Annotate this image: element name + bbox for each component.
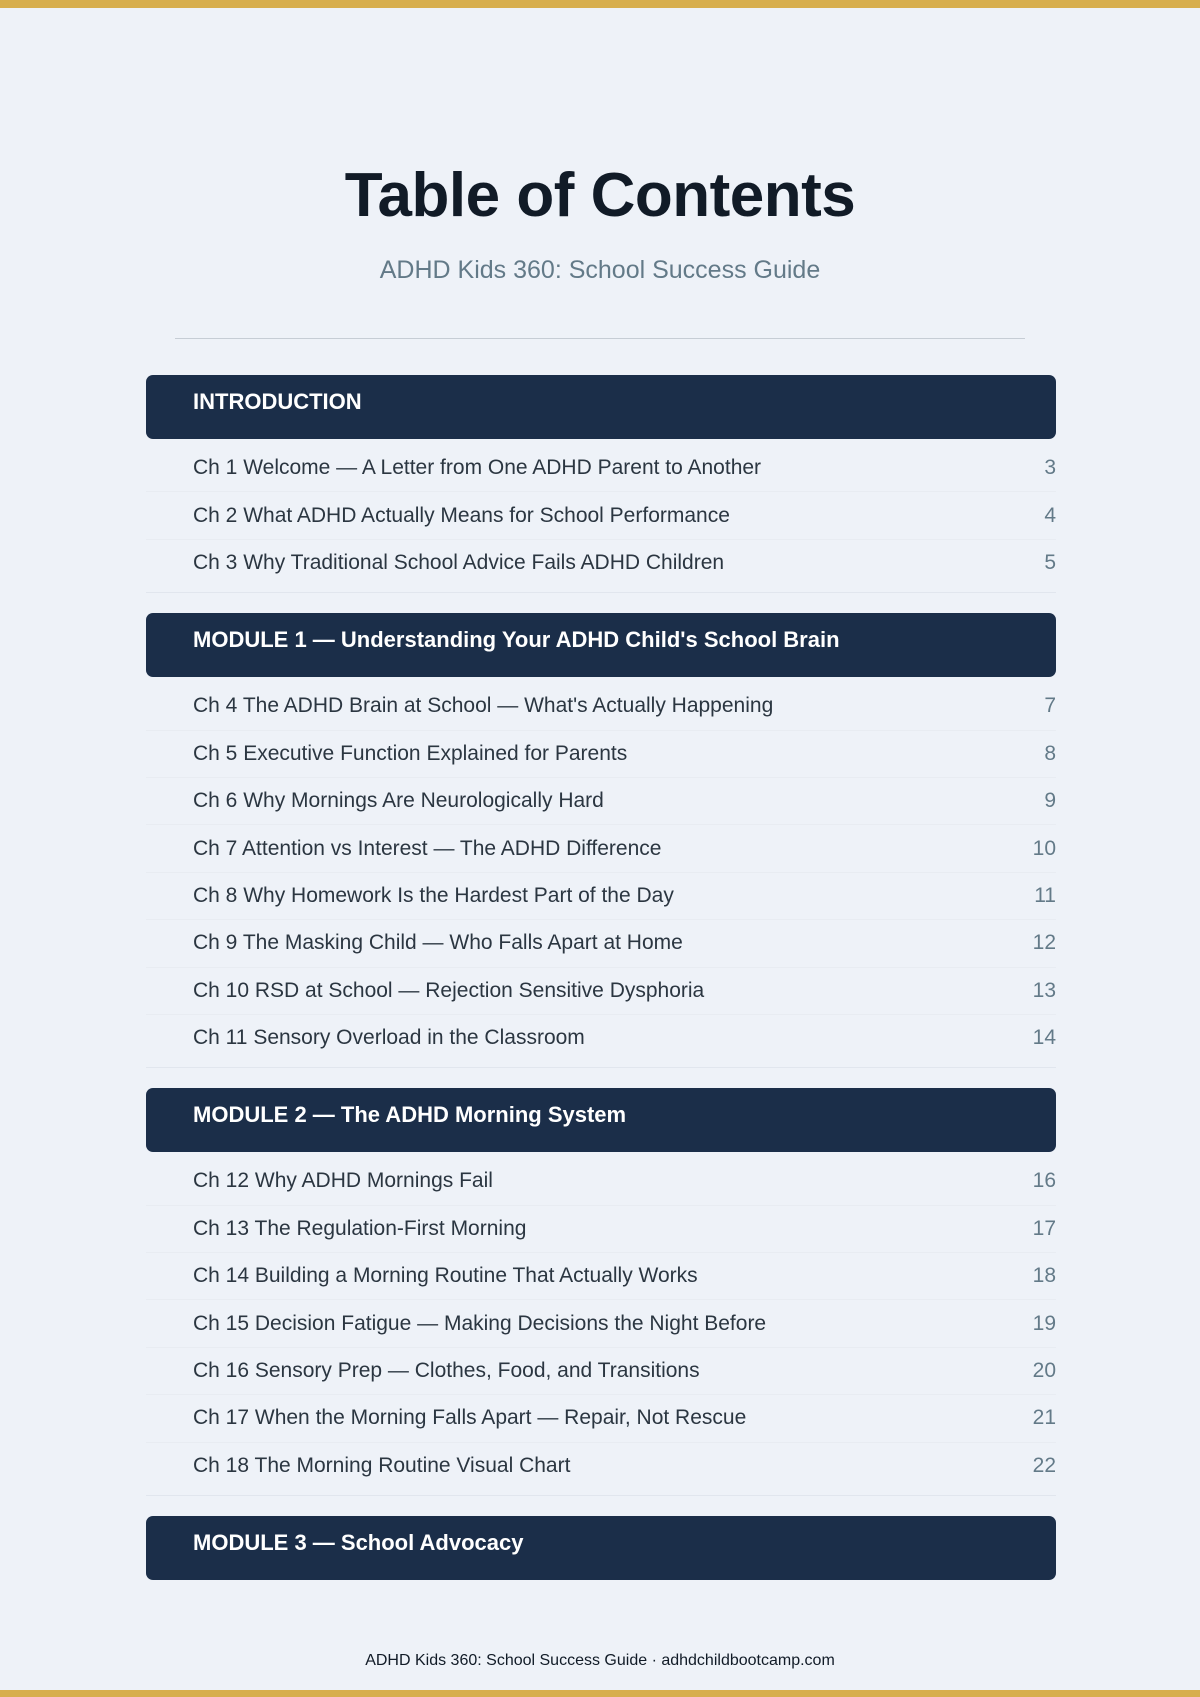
section-header: MODULE 2 — The ADHD Morning System <box>146 1088 1056 1152</box>
page-number: 3 <box>1044 456 1056 480</box>
chapter-title: Ch 14 Building a Morning Routine That Actually Works <box>193 1264 698 1288</box>
toc-entry[interactable] <box>146 778 1056 825</box>
toc-entry[interactable] <box>146 1443 1056 1489</box>
page-number: 18 <box>1032 1264 1056 1288</box>
page-number: 4 <box>1044 503 1056 527</box>
chapter-title: Ch 11 Sensory Overload in the Classroom <box>193 1026 585 1050</box>
page-number: 7 <box>1044 694 1056 718</box>
toc-entry[interactable] <box>146 1300 1056 1347</box>
page-title: Table of Contents <box>344 161 856 230</box>
toc-entry[interactable] <box>146 968 1056 1015</box>
page-number: 11 <box>1034 883 1056 907</box>
toc-entry[interactable] <box>146 1348 1056 1395</box>
chapter-title: Ch 7 Attention vs Interest — The ADHD Difference <box>193 836 662 860</box>
toc-list <box>146 375 1056 1580</box>
section-header: MODULE 3 — School Advocacy <box>146 1516 1056 1580</box>
toc-entry[interactable] <box>146 1395 1056 1442</box>
toc-entry[interactable] <box>146 445 1056 492</box>
page-number: 14 <box>1032 1026 1056 1050</box>
chapter-title: Ch 18 The Morning Routine Visual Chart <box>193 1453 571 1477</box>
toc-entry[interactable] <box>146 731 1056 778</box>
toc-entry[interactable] <box>146 492 1056 539</box>
toc-entry[interactable] <box>146 1015 1056 1061</box>
top-accent-bar <box>0 0 1200 8</box>
chapter-title: Ch 1 Welcome — A Letter from One ADHD Parent to Another <box>193 456 762 480</box>
toc-entry[interactable] <box>146 540 1056 586</box>
chapter-title: Ch 12 Why ADHD Mornings Fail <box>193 1169 493 1193</box>
page-number: 17 <box>1032 1216 1056 1240</box>
chapter-title: Ch 17 When the Morning Falls Apart — Repair, Not Rescue <box>193 1406 747 1430</box>
page-number: 12 <box>1032 931 1056 955</box>
page-number: 10 <box>1032 836 1056 860</box>
toc-section-introduction <box>146 375 1056 593</box>
toc-section-module-3 <box>146 1516 1056 1580</box>
section-header: MODULE 1 — Understanding Your ADHD Child's School Brain <box>146 613 1056 677</box>
toc-section-module-1 <box>146 613 1056 1068</box>
chapter-title: Ch 4 The ADHD Brain at School — What's Actually Happening <box>193 694 774 718</box>
bottom-accent-bar <box>0 1690 1200 1697</box>
chapter-title: Ch 9 The Masking Child — Who Falls Apart at Home <box>193 931 683 955</box>
chapter-title: Ch 2 What ADHD Actually Means for School Performance <box>193 503 730 527</box>
chapter-title: Ch 15 Decision Fatigue — Making Decisions the Night Before <box>193 1311 767 1335</box>
section-header: INTRODUCTION <box>146 375 1056 439</box>
section-entries <box>146 1152 1056 1496</box>
page-number: 5 <box>1044 550 1056 574</box>
toc-entry[interactable] <box>146 1158 1056 1205</box>
page-number: 21 <box>1032 1406 1056 1430</box>
page-number: 19 <box>1032 1311 1056 1335</box>
toc-entry[interactable] <box>146 1206 1056 1253</box>
section-entries <box>146 439 1056 593</box>
toc-entry[interactable] <box>146 683 1056 730</box>
page-subtitle: ADHD Kids 360: School Success Guide <box>379 256 821 284</box>
toc-entry[interactable] <box>146 920 1056 967</box>
page-number: 9 <box>1044 789 1056 813</box>
chapter-title: Ch 10 RSD at School — Rejection Sensitive Dysphoria <box>193 978 705 1002</box>
toc-entry[interactable] <box>146 873 1056 920</box>
page-number: 13 <box>1032 978 1056 1002</box>
toc-entry[interactable] <box>146 825 1056 872</box>
page-number: 8 <box>1044 741 1056 765</box>
chapter-title: Ch 16 Sensory Prep — Clothes, Food, and Transitions <box>193 1359 700 1383</box>
chapter-title: Ch 6 Why Mornings Are Neurologically Hard <box>193 789 604 813</box>
title-divider <box>175 338 1025 339</box>
page-footer: ADHD Kids 360: School Success Guide · adhdchildbootcamp.com <box>365 1652 835 1669</box>
section-entries <box>146 677 1056 1068</box>
chapter-title: Ch 3 Why Traditional School Advice Fails ADHD Children <box>193 550 725 574</box>
chapter-title: Ch 5 Executive Function Explained for Parents <box>193 741 628 765</box>
toc-section-module-2 <box>146 1088 1056 1496</box>
chapter-title: Ch 13 The Regulation-First Morning <box>193 1216 527 1240</box>
page-number: 16 <box>1032 1169 1056 1193</box>
chapter-title: Ch 8 Why Homework Is the Hardest Part of the Day <box>193 883 674 907</box>
page-number: 22 <box>1032 1453 1056 1477</box>
toc-entry[interactable] <box>146 1253 1056 1300</box>
page-number: 20 <box>1032 1359 1056 1383</box>
